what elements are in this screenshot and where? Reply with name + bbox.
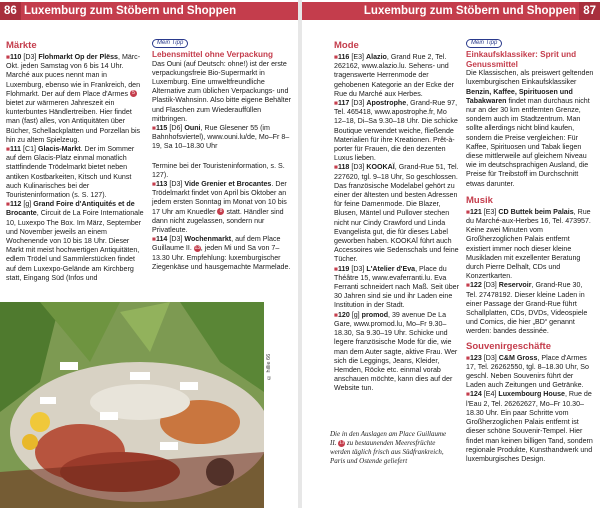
shop-icon: ■ xyxy=(466,391,470,399)
entry-111: ■111 [C1] Glacis-Markt. Der im Sommer auf dem Glacis-Platz einmal monatlich stattfindende Trödelmarkt bietet neben antiken Kostbarkeiten, Kitsch und Kunst auch Kulinarisches bei der Touristeninformation (s. S. 127). xyxy=(6,145,135,200)
entry-114: ■114 [D3] Wochenmarkt, auf dem Place Guillaume II. 13, jeden Mi und Sa von 7–13.30 Uhr. Empfehlung: luxemburgischer Ziegenkäse und hausgemachte Marmelade. xyxy=(152,235,291,271)
tip-text-einkauf: Die Klassischen, als preiswert geltenden luxemburgischen Einkaufsklassiker Benzin, Kaffee, Spirituosen und Tabakwaren findet man durchaus nicht nur an der 30 km entfernten Grenze, sondern auch im Stadtzentrum. Man sollte allerdings nicht blind kaufen, sondern die Preise vergleichen: Für Kaffee, Spirituosen und Tabak liegen diese mittlerweile auf gleichem Niveau wie im deutschsprachigen Ausland, die Preise für Treibstoff im Durchschnitt etwas darunter. xyxy=(466,69,594,188)
shop-icon: ■ xyxy=(334,54,338,61)
tip-title-verpackung: Lebensmittel ohne Verpackung xyxy=(152,50,274,59)
right-page-number: 87 xyxy=(579,2,600,20)
shop-icon: ■ xyxy=(334,164,338,172)
seafood-photo-illustration xyxy=(0,302,264,508)
map-ref-icon: 5 xyxy=(130,90,137,97)
left-column-2 xyxy=(152,38,292,272)
shop-icon: ■ xyxy=(466,282,470,290)
entry-124: ■124 [E4] Luxembourg House, Rue de l'Eau 2, Tel. 26262627, Mo–Fr 10.30–18.30 Uhr. Ein paar Schritte vom Großherzoglichen Palais entfernt ist dieser schöne Souvenir-Tempel. Hier findet man keinen billigen Tand, sondern regionale Produkte, Kunsthandwerk und luxemburgisches Design. xyxy=(466,390,593,463)
map-ref-icon: 8 xyxy=(217,208,224,215)
section-title-musik: Musik xyxy=(466,194,493,206)
shop-icon: ■ xyxy=(152,181,156,189)
right-page-header xyxy=(302,2,600,20)
section-title-souvenir: Souvenirgeschäfte xyxy=(466,340,551,352)
continued-text: Termine bei der Touristeninformation, s. S. 127). xyxy=(152,161,285,179)
shop-icon: ■ xyxy=(152,125,156,133)
tip-text-ouni: Das Ouni (auf Deutsch: ohne!) ist der erste verpackungsfreie Bio-Supermarkt in Luxemburg. Eine umweltfreundliche Alternative zum üblichen Verpackungs- und Plastik-Wahnsinn. Also bitte eigene Behälter und Flaschen zum Wiederauffüllen mitbringen. xyxy=(152,59,291,123)
left-page-header xyxy=(0,2,298,20)
shop-icon: ■ xyxy=(6,54,10,61)
section-title-maerkte: Märkte xyxy=(6,40,37,51)
entry-118: ■118 [D3] KOOKAÏ, Grand-Rue 51, Tel. 227620, tgl. 9–18 Uhr, So geschlossen. Das französische Modelabel gehört zu einer der ältesten und besten Adressen für feine Damenmode. Die Blazer, Blusen, Mäntel und Pullover stechen nicht nur Cindy Crawford und Linda Evangelista gut, die für dieses Label geworben haben. KOOKAÏ führt auch Accessoires wie Sedenschals und feine Tücher. xyxy=(334,163,459,264)
tip-title-einkauf: Einkaufsklassiker: Sprit und Genussmittel xyxy=(466,50,577,69)
entry-120: ■120 [g] promod, 39 avenue De La Gare, www.promod.lu, Mo–Fr 9.30–18.30, Sa 9.30–19 Uhr. Schicke und legere französische Mode für die, wie man dem Auter sagte, aktive Frau. Wer sich die Leggings, Jeans, Kleider, Hemden, Röcke etc. einmal vorab anschauen möchte, kann dies auf der Website tun. xyxy=(334,310,458,393)
shop-icon: ■ xyxy=(466,354,470,362)
entry-123: ■123 [D3] C&M Gross, Place d'Armes 17, Tel. 26262550, tgl. 8–18.30 Uhr, So geschl. Neben Souvenirs führt der Laden auch Zeitungen und Getränke. xyxy=(466,353,589,390)
section-title-mode: Mode xyxy=(334,40,359,51)
mein-tipp-badge: Mein Tipp xyxy=(466,39,502,48)
shop-icon: ■ xyxy=(334,265,338,273)
shop-icon: ■ xyxy=(466,208,470,216)
map-ref-icon: 13 xyxy=(194,245,201,252)
map-ref-icon: 13 xyxy=(339,440,345,446)
entry-121: ■121 [E3] CD Buttek beim Palais, Rue du Marché-aux-Herbes 16, Tel. 473957. Keine zwei Minuten vom Großherzoglichen Palais entfernt existiert immer noch dieser kleine Musikladen mit exzellenter Beratung durch Pierre Delhalt, CDs und Konzertkarten. xyxy=(466,207,591,281)
left-column-1 xyxy=(6,40,144,283)
right-page xyxy=(302,0,600,508)
right-column-1 xyxy=(334,40,460,394)
entry-117: ■117 [D3] Apostrophe, Grand-Rue 97, Tel. 465418, www.apostrophe.fr, Mo 12–18, Di–Sa 9.30–18 Uhr. Die schicke Boutique verwendet weiche, fließende Materialien für ihre Kreationen. Prêt-à-porter für Frauen, die den dezenten Luxus lieben. xyxy=(334,99,458,163)
entry-115: ■115 [D6] Ouni, Rue Glesener 55 (im Bahnhofsviertel), www.ouni.lu/de, Mo–Fr 8–19, Sa 10–18.30 Uhr xyxy=(152,124,290,151)
seafood-market-photo xyxy=(0,302,264,508)
entry-116: ■116 [E3] Alazio, Grand Rue 2, Tel. 262162, www.alazio.lu. Sehens- und tragenswerte Herrenmode der gehobenen Kategorie an der Ecke der Rue du Marché aux Herbes. xyxy=(334,53,454,98)
mein-tipp-badge: Mein Tipp xyxy=(152,39,188,48)
entry-122: ■122 [D3] Reservoir, Grand-Rue 30, Tel. 27478192. Dieser kleine Laden in einer Passage der Grand-Rue führt Schallplatten, CDs, DVDs, Videospiele und Comics, die hier „BD“ genannt werden: bandes dessinée. xyxy=(466,281,588,336)
shop-icon: ■ xyxy=(152,236,156,244)
photo-caption: Die in den Auslagen am Place Guillaume II. 13 zu bestaunenden Meeresfrüchte werden täglich frisch aus Südfrankreich, Paris und Ostende geliefert xyxy=(330,430,447,465)
shop-icon: ■ xyxy=(6,146,10,154)
shop-icon: ■ xyxy=(6,201,10,209)
right-column-2 xyxy=(466,38,594,464)
left-header-title: Luxemburg zum Stöbern und Shoppen xyxy=(24,5,237,17)
photo-credit: © hillie 66 xyxy=(266,353,272,380)
entry-113: ■113 [D3] Vide Grenier et Brocantes. Der Trödelmarkt findet von April bis Oktober an jedem ersten Sonntag im Monat von 10 bis 17 Uhr am Knuedler 8 statt. Händler sind dann nicht zugelassen, sondern nur Privatleute. xyxy=(152,180,287,235)
left-page-number: 86 xyxy=(0,2,21,20)
left-page xyxy=(0,0,298,508)
right-header-title: Luxemburg zum Stöbern und Shoppen xyxy=(363,5,576,17)
shop-icon: ■ xyxy=(334,311,338,319)
entry-119: ■119 [D3] L'Atelier d'Eva, Place du Théâtre 15, www.evaferranti.lu. Eva Ferranti schneidert nach Maß. Seit über 30 Jahren sind sie und ihr Laden eine Institution in der Stadt. xyxy=(334,264,459,310)
shop-icon: ■ xyxy=(334,100,338,108)
entry-110: ■110 [D3] Flohmarkt Op der Plëss, Märc-Okt. jeden Samstag von 6 bis 14 Uhr. Marché aux puces nennt man in Luxemburg, ebenso wie in Frankreich, den Flohmarkt. Der auf dem Place d'Armes 5 bietet zur wärmeren Jahreszeit ein kunterbuntes Händlertreiben. Hier findet man (fast) alles, von Antiquitäten über Bücher, Schellackplatten und Porzellan bis hin zu altem Spielzeug. xyxy=(6,53,141,144)
entry-112: ■112 [g] Grand Foire d'Antiquités et de Brocante, Circuit de La Foire Internationale 10, Luxexpo The Box. Im März, September und November jeweils an einem Wochenende von 10 bis 18 Uhr. Dieser Markt mit meist hochwertigen Antiquitäten, edlem Trödel und Sammlerstücken findet auf dem Luxexpo-Gelände am Kirchberg statt, Eingang Süd (Infos und xyxy=(6,200,144,282)
